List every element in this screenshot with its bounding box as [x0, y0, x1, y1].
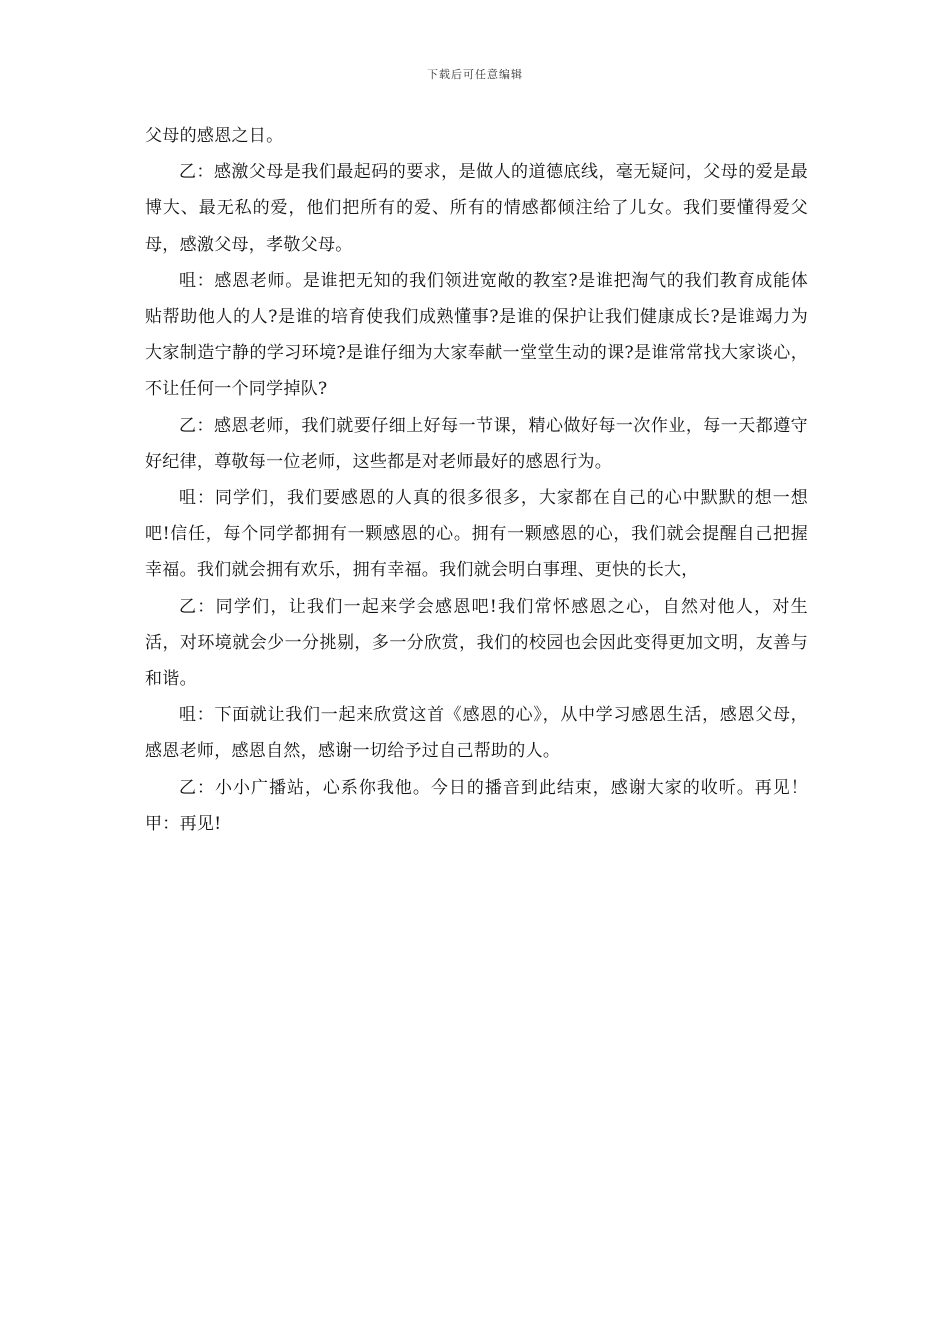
- paragraph: 咀：同学们，我们要感恩的人真的很多很多，大家都在自己的心中默默的想一想吧!信任，每个同学都拥有一颗感恩的心。拥有一颗感恩的心，我们就会提醒自己把握幸福。我们就会拥有欢乐，拥有幸福。我们就会明白事理、更快的长大，: [145, 488, 808, 581]
- paragraph: 乙：小小广播站，心系你我他。今日的播音到此结束，感谢大家的收听。再见！甲：再见!: [145, 777, 808, 834]
- page-header: 下载后可任意编辑: [427, 68, 523, 81]
- paragraph: 乙：感激父母是我们最起码的要求，是做人的道德底线，毫无疑问，父母的爱是最博大、最无私的爱，他们把所有的爱、所有的情感都倾注给了儿女。我们要懂得爱父母，感激父母，孝敬父母。: [145, 162, 808, 255]
- document-body: [145, 118, 808, 842]
- paragraph: 咀：感恩老师。是谁把无知的我们领进宽敞的教室?是谁把淘气的我们教育成能体贴帮助他人的人?是谁的培育使我们成熟懂事?是谁的保护让我们健康成长?是谁竭力为大家制造宁静的学习环境?是谁仔细为大家奉献一堂堂生动的课?是谁常常找大家谈心，不让任何一个同学掉队?: [145, 270, 808, 400]
- paragraph: 父母的感恩之日。: [145, 126, 284, 146]
- paragraph: 咀：下面就让我们一起来欣赏这首《感恩的心》，从中学习感恩生活，感恩父母，感恩老师，感恩自然，感谢一切给予过自己帮助的人。: [145, 705, 808, 762]
- paragraph: 乙：同学们，让我们一起来学会感恩吧!我们常怀感恩之心，自然对他人，对生活，对环境就会少一分挑剔，多一分欣赏，我们的校园也会因此变得更加文明，友善与和谐。: [145, 596, 808, 690]
- paragraph: 乙：感恩老师，我们就要仔细上好每一节课，精心做好每一次作业，每一天都遵守好纪律，尊敬每一位老师，这些都是对老师最好的感恩行为。: [145, 415, 808, 472]
